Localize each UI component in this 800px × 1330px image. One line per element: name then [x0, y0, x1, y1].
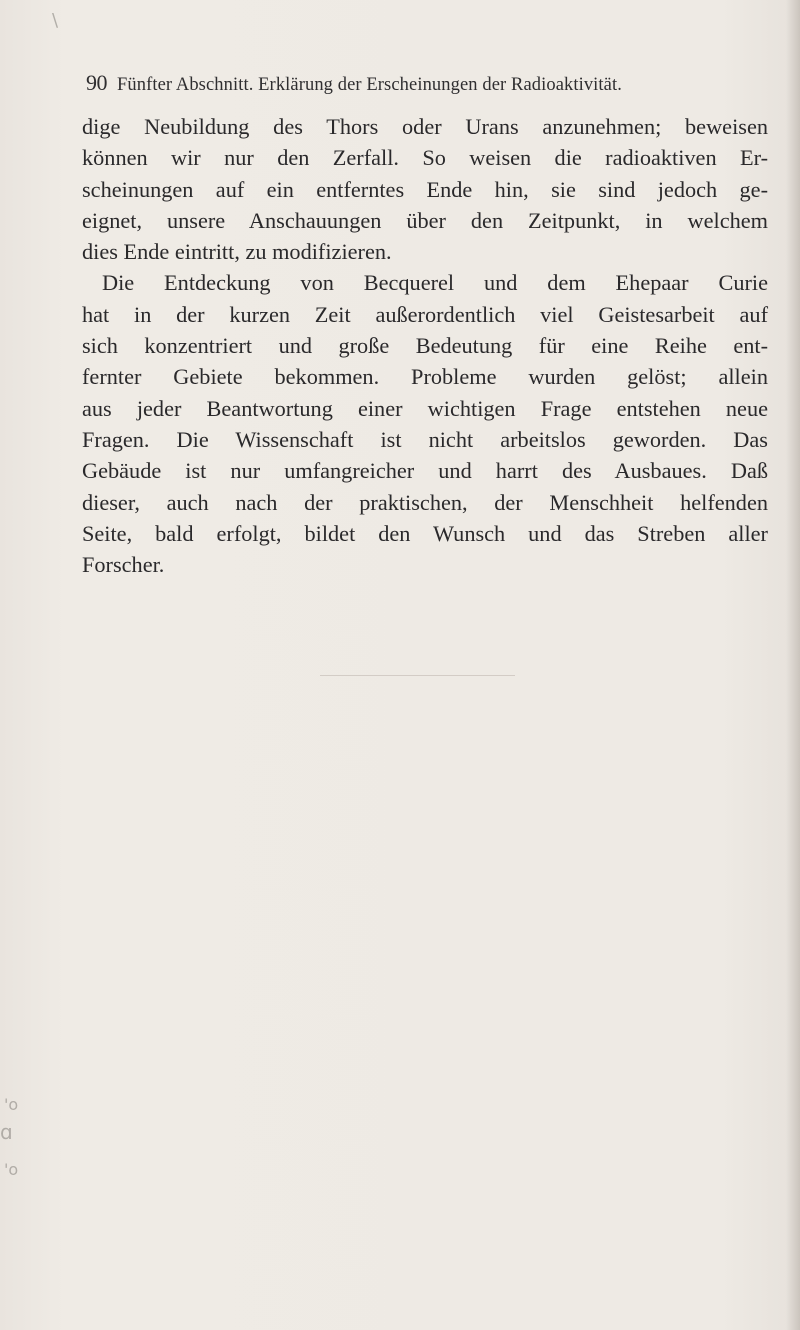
page-number: 90 [86, 70, 107, 95]
page-edge-shadow [786, 0, 800, 1330]
paragraph [82, 267, 768, 580]
text-line: Fragen. Die Wissenschaft ist nicht arbeitslos geworden. Das [82, 426, 768, 452]
text-line: hat in der kurzen Zeit außerordentlich viel Geistesarbeit auf [82, 301, 768, 327]
text-line: sich konzentriert und große Bedeutung für eine Reihe ent- [82, 333, 768, 359]
text-line: können wir nur den Zerfall. So weisen die radioaktiven Er- [82, 145, 768, 171]
margin-speck: ɑ [0, 1120, 13, 1144]
text-line: Gebäude ist nur umfangreicher und harrt des Ausbaues. Daß [82, 458, 768, 484]
text-line: eignet, unsere Anschauungen über den Zeitpunkt, in welchem [82, 207, 768, 233]
running-header [86, 70, 766, 96]
paragraph [82, 111, 768, 267]
margin-speck: 'o [4, 1095, 19, 1114]
text-line: Die Entdeckung von Becquerel und dem Ehepaar Curie [102, 270, 768, 296]
margin-speck: 'o [4, 1160, 19, 1179]
text-line: dieser, auch nach der praktischen, der Menschheit helfenden [82, 489, 768, 515]
margin-speck: \ [52, 10, 59, 31]
text-line: scheinungen auf ein entferntes Ende hin, sie sind jedoch ge- [82, 176, 768, 202]
body-text [82, 111, 768, 580]
text-line: Seite, bald erfolgt, bildet den Wunsch und das Streben aller [82, 520, 768, 546]
faint-rule [320, 675, 515, 676]
text-line: Forscher. [82, 552, 165, 578]
text-line: dige Neubildung des Thors oder Urans anzunehmen; beweisen [82, 114, 768, 139]
text-line: aus jeder Beantwortung einer wichtigen Frage entstehen neue [82, 395, 768, 421]
text-line: dies Ende eintritt, zu modifizieren. [82, 239, 392, 265]
text-line: fernter Gebiete bekommen. Probleme wurden gelöst; allein [82, 364, 768, 390]
running-title: Fünfter Abschnitt. Erklärung der Erscheinungen der Radioaktivität. [117, 75, 622, 95]
